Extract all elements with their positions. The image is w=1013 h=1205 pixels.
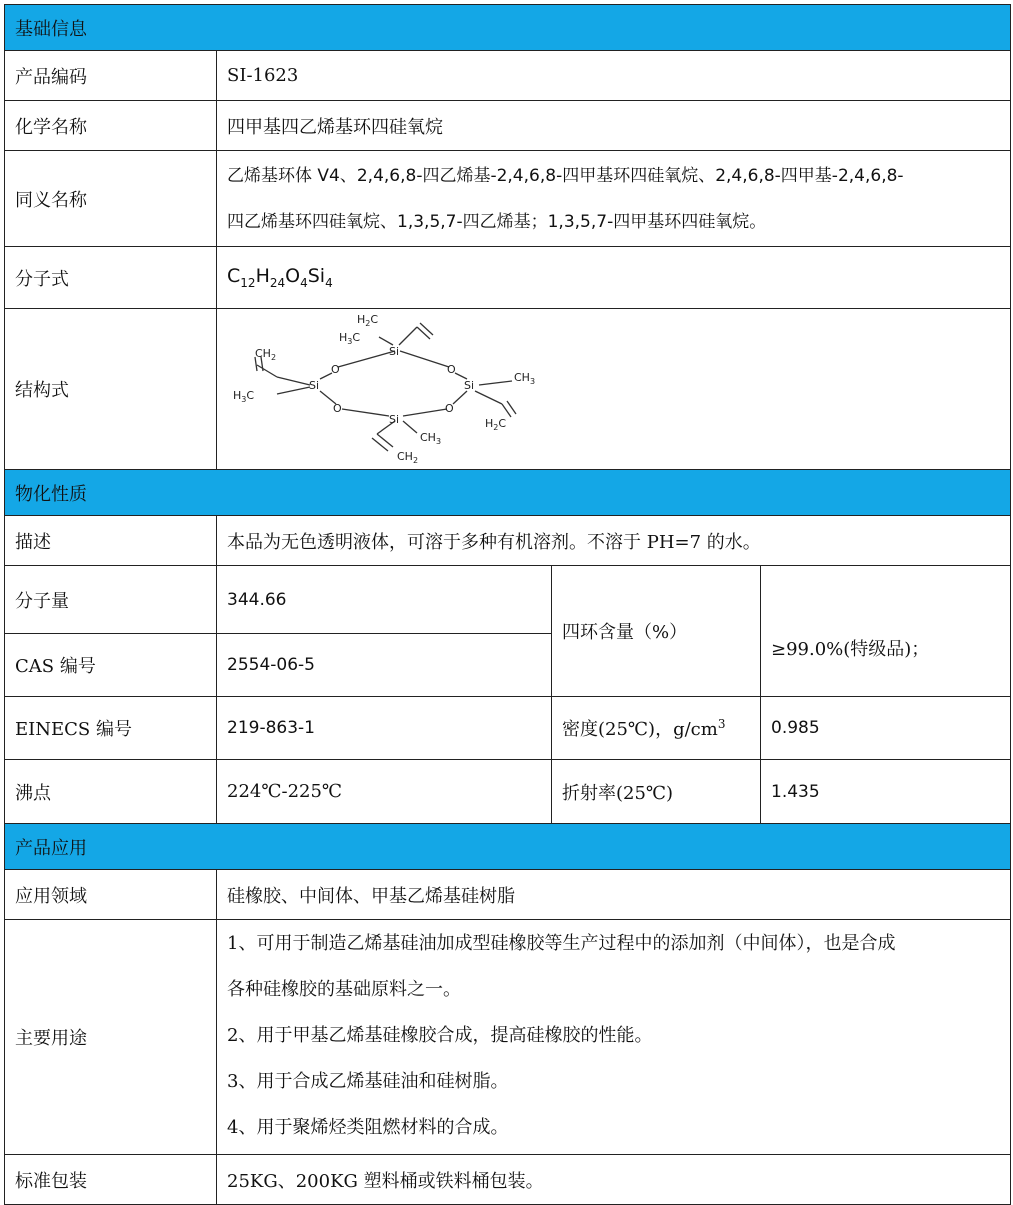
label-synonyms: 同义名称 xyxy=(5,151,217,247)
row-packaging xyxy=(5,1155,1011,1205)
label-boiling-point: 沸点 xyxy=(5,760,217,824)
value-chemical-name: 四甲基四乙烯基环四硅氧烷 xyxy=(217,101,1011,151)
value-synonyms xyxy=(217,151,1011,247)
label-density xyxy=(552,697,761,760)
section-title-physical: 物化性质 xyxy=(5,470,1011,516)
value-main-uses xyxy=(217,920,1011,1155)
group-top-h2c-c: C xyxy=(370,313,379,326)
group-bottom-ch2-ch: CH xyxy=(397,450,413,463)
row-molecular-weight xyxy=(5,566,1011,634)
group-left-h3c-h: H xyxy=(233,389,242,402)
group-top-h2c xyxy=(357,313,378,328)
atom-si-left: Si xyxy=(309,379,320,392)
group-right-h2c-sub: 2 xyxy=(493,423,499,432)
section-header-basic xyxy=(5,5,1011,51)
atom-o-bottom-left: O xyxy=(333,402,342,415)
group-bottom-ch2 xyxy=(397,450,418,464)
row-einecs xyxy=(5,697,1011,760)
use-line-1: 1、可用于制造乙烯基硅油加成型硅橡胶等生产过程中的添加剂（中间体），也是合成 xyxy=(227,933,896,954)
group-bottom-ch2-sub: 2 xyxy=(412,456,419,464)
group-top-h2c-h: H xyxy=(357,313,366,326)
group-right-h2c-h: H xyxy=(485,417,494,430)
use-line-3: 2、用于甲基乙烯基硅橡胶合成，提高硅橡胶的性能。 xyxy=(227,1025,653,1046)
structure-atoms xyxy=(233,313,535,464)
label-packaging: 标准包装 xyxy=(5,1155,217,1205)
label-purity: 四环含量（%） xyxy=(552,566,761,697)
value-molecular-weight: 344.66 xyxy=(217,566,552,634)
value-boiling-point: 224℃-225℃ xyxy=(217,760,552,824)
label-einecs: EINECS 编号 xyxy=(5,697,217,760)
formula-o: O xyxy=(285,265,301,288)
atom-o-top-left: O xyxy=(331,363,340,376)
value-structure xyxy=(217,309,1011,470)
group-left-ch2-sub: 2 xyxy=(270,353,277,362)
value-density: 0.985 xyxy=(761,697,1011,760)
group-right-h2c-c: C xyxy=(498,417,507,430)
row-description xyxy=(5,516,1011,566)
formula-si: Si xyxy=(307,265,326,288)
row-boiling-point xyxy=(5,760,1011,824)
density-label-text: 密度(25℃)，g/cm xyxy=(562,719,718,740)
use-line-4: 3、用于合成乙烯基硅油和硅树脂。 xyxy=(227,1071,509,1092)
row-main-uses xyxy=(5,920,1011,1155)
label-product-code: 产品编码 xyxy=(5,51,217,101)
value-application-field: 硅橡胶、中间体、甲基乙烯基硅树脂 xyxy=(217,870,1011,920)
atom-o-bottom-right: O xyxy=(445,402,454,415)
value-refractive-index: 1.435 xyxy=(761,760,1011,824)
label-molecular-weight: 分子量 xyxy=(5,566,217,634)
label-application-field: 应用领域 xyxy=(5,870,217,920)
group-top-h3c-sub: 3 xyxy=(347,337,353,346)
value-einecs: 219-863-1 xyxy=(217,697,552,760)
group-right-ch3-ch: CH xyxy=(514,371,530,384)
label-cas: CAS 编号 xyxy=(5,634,217,697)
group-left-h3c-sub: 3 xyxy=(241,395,247,404)
formula-h-count: 24 xyxy=(269,275,286,290)
row-chemical-name xyxy=(5,101,1011,151)
formula-o-count: 4 xyxy=(300,275,308,290)
use-line-5: 4、用于聚烯烃类阻燃材料的合成。 xyxy=(227,1117,509,1138)
section-header-application xyxy=(5,824,1011,870)
group-bottom-ch3-sub: 3 xyxy=(435,437,442,446)
label-refractive-index: 折射率(25℃) xyxy=(552,760,761,824)
group-right-h2c xyxy=(485,417,506,432)
value-formula xyxy=(217,247,1011,309)
group-top-h3c-c: C xyxy=(352,331,361,344)
structure-diagram xyxy=(217,309,577,464)
label-main-uses: 主要用途 xyxy=(5,920,217,1155)
value-packaging: 25KG、200KG 塑料桶或铁料桶包装。 xyxy=(217,1155,1011,1205)
group-left-h3c xyxy=(233,389,254,404)
row-synonyms xyxy=(5,151,1011,247)
atom-o-top-right: O xyxy=(447,363,456,376)
group-right-ch3-sub: 3 xyxy=(529,377,536,386)
group-top-h3c-h: H xyxy=(339,331,348,344)
synonyms-line-2: 四乙烯基环四硅氧烷、1,3,5,7-四乙烯基；1,3,5,7-四甲基环四硅氧烷。 xyxy=(227,211,767,232)
group-left-h3c-c: C xyxy=(246,389,255,402)
label-formula: 分子式 xyxy=(5,247,217,309)
value-product-code: SI-1623 xyxy=(217,51,1011,101)
row-application-field xyxy=(5,870,1011,920)
formula-c: C xyxy=(227,265,241,288)
density-label-sup: 3 xyxy=(717,717,726,731)
structure-bonds xyxy=(255,323,516,451)
atom-si-top: Si xyxy=(389,345,400,358)
group-top-h3c xyxy=(339,331,360,346)
group-left-ch2 xyxy=(255,347,276,362)
label-chemical-name: 化学名称 xyxy=(5,101,217,151)
label-structure: 结构式 xyxy=(5,309,217,470)
group-left-ch2-ch: CH xyxy=(255,347,271,360)
section-title-application: 产品应用 xyxy=(5,824,1011,870)
group-top-h2c-sub: 2 xyxy=(365,319,371,328)
group-bottom-ch3 xyxy=(420,431,441,446)
synonyms-line-1: 乙烯基环体 V4、2,4,6,8-四乙烯基-2,4,6,8-四甲基环四硅氧烷、2,4,6,8-四甲基-2,4,6,8- xyxy=(227,165,904,186)
value-description: 本品为无色透明液体，可溶于多种有机溶剂。不溶于 PH=7 的水。 xyxy=(217,516,1011,566)
formula-si-count: 4 xyxy=(325,275,333,290)
value-cas: 2554-06-5 xyxy=(217,634,552,697)
section-title-basic: 基础信息 xyxy=(5,5,1011,51)
formula-c-count: 12 xyxy=(240,275,256,290)
label-description: 描述 xyxy=(5,516,217,566)
section-header-physical xyxy=(5,470,1011,516)
atom-si-bottom: Si xyxy=(389,413,400,426)
atom-si-right: Si xyxy=(464,379,475,392)
row-structure xyxy=(5,309,1011,470)
use-line-2: 各种硅橡胶的基础原料之一。 xyxy=(227,979,461,1000)
row-product-code xyxy=(5,51,1011,101)
value-purity: ≥99.0%(特级品)； xyxy=(761,566,1011,697)
row-formula xyxy=(5,247,1011,309)
formula-h: H xyxy=(255,265,270,288)
group-bottom-ch3-ch: CH xyxy=(420,431,436,444)
product-spec-table xyxy=(4,4,1011,1205)
group-right-ch3 xyxy=(514,371,535,386)
